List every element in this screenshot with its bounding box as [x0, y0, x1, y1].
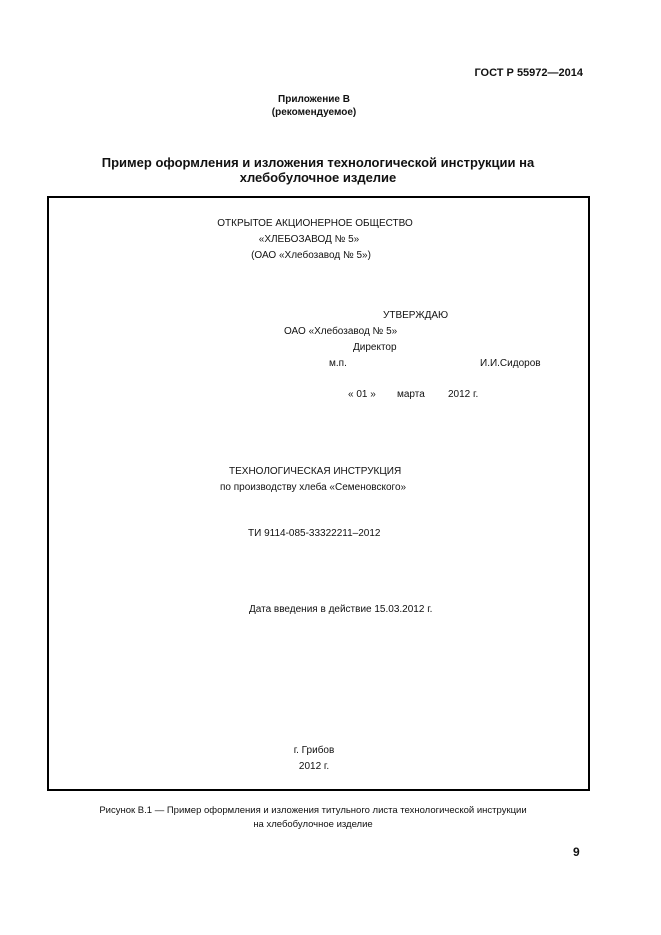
org-line3: (ОАО «Хлебозавод № 5») — [251, 250, 371, 261]
date-month: марта — [397, 389, 425, 400]
date-year: 2012 г. — [448, 389, 479, 400]
title-page-frame — [47, 196, 590, 791]
effective-date: Дата введения в действие 15.03.2012 г. — [249, 604, 433, 615]
appendix-status: (рекомендуемое) — [271, 107, 357, 118]
position: Директор — [353, 342, 397, 353]
page-number: 9 — [573, 845, 580, 859]
year: 2012 г. — [298, 761, 330, 772]
appendix-title: Приложение В — [278, 94, 350, 105]
caption-line2: на хлебобулочное изделие — [253, 819, 373, 830]
approve-label: УТВЕРЖДАЮ — [383, 310, 449, 321]
city: г. Грибов — [293, 745, 335, 756]
heading-line2: хлебобулочное изделие — [239, 170, 397, 185]
date-day: « 01 » — [348, 389, 376, 400]
org-line2: «ХЛЕБОЗАВОД № 5» — [258, 234, 360, 245]
caption-line1: Рисунок В.1 — Пример оформления и изложения титульного листа технологической инструкции — [99, 805, 527, 816]
doc-code: ТИ 9114-085-33322211–2012 — [248, 528, 381, 539]
doc-title: ТЕХНОЛОГИЧЕСКАЯ ИНСТРУКЦИЯ — [229, 466, 402, 477]
standard-number: ГОСТ Р 55972—2014 — [474, 67, 583, 79]
doc-subtitle: по производству хлеба «Семеновского» — [220, 482, 407, 493]
approve-org: ОАО «Хлебозавод № 5» — [284, 326, 398, 337]
stamp-place: м.п. — [329, 358, 347, 369]
signer-name: И.И.Сидоров — [480, 358, 541, 369]
heading-line1: Пример оформления и изложения технологической инструкции на — [101, 155, 535, 170]
org-line1: ОТКРЫТОЕ АКЦИОНЕРНОЕ ОБЩЕСТВО — [217, 218, 413, 229]
